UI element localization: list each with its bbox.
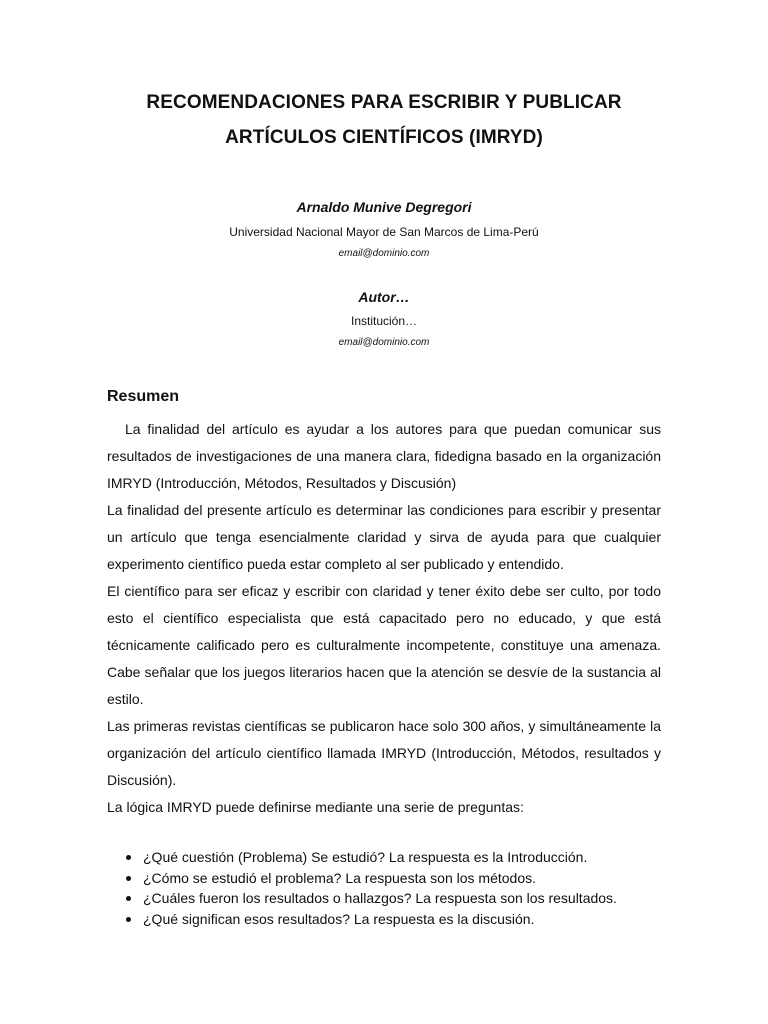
bullet-icon <box>126 855 131 860</box>
author-2-name: Autor… <box>358 289 410 305</box>
abstract-paragraph: La lógica IMRYD puede definirse mediante una serie de preguntas: <box>107 799 524 815</box>
list-item-text: ¿Cómo se estudió el problema? La respuesta son los métodos. <box>143 869 536 886</box>
list-item-text: ¿Qué significan esos resultados? La respuesta es la discusión. <box>143 910 535 927</box>
author-2-affiliation: Institución… <box>350 314 418 328</box>
title-line-1: RECOMENDACIONES PARA ESCRIBIR Y PUBLICAR <box>146 92 622 113</box>
abstract-body <box>107 416 661 821</box>
list-item <box>107 847 667 868</box>
abstract-paragraph: La finalidad del artículo es ayudar a los autores para que puedan comunicar sus resultados de investigaciones de una manera clara, fidedigna basado en la organización IMRYD (Introducción, Métodos, Resultados y Discusión) <box>107 421 661 491</box>
abstract-heading: Resumen <box>107 388 180 405</box>
list-item-text: ¿Qué cuestión (Problema) Se estudió? La respuesta es la Introducción. <box>143 849 588 865</box>
title-line-2: ARTÍCULOS CIENTÍFICOS (IMRYD) <box>225 127 543 148</box>
list-item-text: ¿Cuáles fueron los resultados o hallazgos? La respuesta son los resultados. <box>143 890 617 906</box>
abstract-paragraph: Las primeras revistas científicas se publicaron hace solo 300 años, y simultáneamente la organización del artículo científico llamada IMRYD (Introducción, Métodos, resultados y Discusión). <box>107 718 661 788</box>
author-1-affiliation: Universidad Nacional Mayor de San Marcos de Lima-Perú <box>229 225 539 239</box>
bullet-icon <box>126 876 131 881</box>
list-item <box>107 888 667 909</box>
abstract-paragraph: La finalidad del presente artículo es determinar las condiciones para escribir y presentar un artículo que tenga esencialmente claridad y sirva de ayuda para que cualquier experimento científico pueda estar completo al ser publicado y entendido. <box>107 502 661 572</box>
bullet-icon <box>126 917 131 922</box>
bullet-icon <box>126 896 131 901</box>
list-item <box>107 909 667 930</box>
imryd-question-list <box>107 847 667 929</box>
abstract-paragraph: El científico para ser eficaz y escribir con claridad y tener éxito debe ser culto, por todo esto el científico especialista que está capacitado pero no educado, y que está técnicamente calificado pero es culturalmente incompetente, constituye una amenaza. Cabe señalar que los juegos literarios hacen que la atención se desvíe de la sustancia al estilo. <box>107 583 661 707</box>
author-2-email: email@dominio.com <box>338 337 430 348</box>
author-1-email: email@dominio.com <box>338 248 430 259</box>
author-1-name: Arnaldo Munive Degregori <box>296 199 472 215</box>
list-item <box>107 868 667 889</box>
